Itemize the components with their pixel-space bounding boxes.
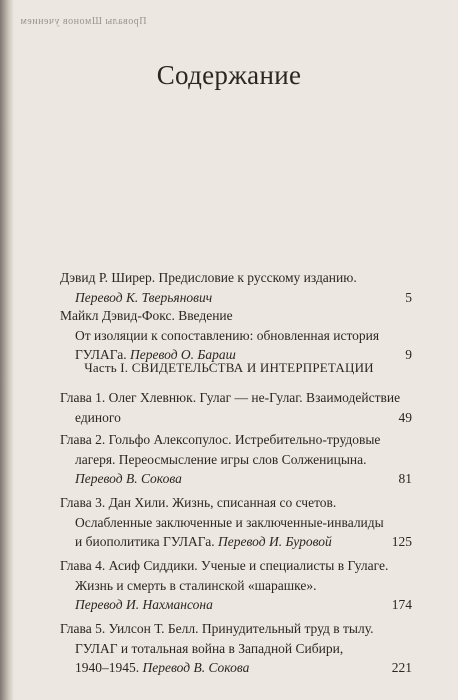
toc-entry[interactable] — [60, 493, 412, 552]
toc-entry-line: Ослабленные заключенные и заключенные-инвалиды — [75, 514, 384, 530]
toc-entry-translator: Перевод В. Сокова — [75, 471, 182, 486]
toc-entry-line: Глава 5. Уилсон Т. Белл. Принудительный труд в тылу. — [60, 621, 374, 636]
toc-entry-line: Глава 3. Дан Хили. Жизнь, списанная со счетов. — [60, 495, 337, 510]
toc-entry-line: Майкл Дэвид-Фокс. Введение — [60, 308, 233, 323]
toc-entry[interactable] — [60, 619, 412, 678]
toc-page-number: 49 — [398, 409, 412, 425]
toc-entry-line: и биополитика ГУЛАГа. — [75, 534, 219, 549]
toc-entry-line: От изоляции к сопоставлению: обновленная история — [75, 327, 380, 343]
toc-entry[interactable] — [60, 556, 412, 615]
toc-entry-line: Глава 4. Асиф Сиддики. Ученые и специалисты в Гулаге. — [60, 558, 389, 573]
toc-page-number: 81 — [398, 471, 412, 486]
toc-entry-line: ГУЛАГ и тотальная война в Западной Сибири, — [75, 640, 344, 656]
toc-page-number: 221 — [391, 660, 412, 675]
toc-entry-line: лагеря. Переосмысление игры слов Солженицына. — [75, 451, 367, 467]
toc-entry[interactable] — [60, 388, 412, 427]
page-gutter-shadow — [0, 0, 14, 700]
toc-entry[interactable] — [60, 268, 412, 307]
toc-page-number: 174 — [391, 597, 412, 612]
toc-page-number: 125 — [391, 534, 412, 549]
toc-page-number: 9 — [405, 347, 412, 362]
page-title: Содержание — [156, 60, 302, 90]
toc-entry-line: Жизнь и смерть в сталинской «шарашке». — [75, 577, 317, 593]
toc-page-number: 5 — [405, 289, 412, 305]
toc-entry-line: ГУЛАГа. — [75, 347, 130, 362]
toc-entry-translator: Перевод И. Нахмансона — [75, 597, 213, 612]
toc-entry-translator: Перевод О. Бараш — [129, 347, 236, 362]
toc-entry-line: Дэвид Р. Ширер. Предисловие к русскому изданию. — [60, 270, 357, 285]
part-heading: Часть I. СВИДЕТЕЛЬСТВА И ИНТЕРПРЕТАЦИИ — [84, 360, 374, 375]
toc-entry-line: 1940–1945. — [75, 660, 143, 675]
running-header: Провалы Шмонов учением — [20, 16, 147, 27]
toc-entry-line: Глава 2. Гольфо Алексопулос. Истребительно-трудовые — [60, 432, 381, 447]
toc-entry-translator: Перевод И. Буровой — [218, 534, 332, 549]
toc-entry-translator: Перевод К. Тверьянович — [75, 289, 213, 305]
toc-entry-line: Глава 1. Олег Хлевнюк. Гулаг — не-Гулаг. Взаимодействие — [60, 390, 401, 405]
toc-entry[interactable] — [60, 306, 412, 365]
toc-entry-line: единого — [75, 409, 121, 425]
toc-entry-translator: Перевод В. Сокова — [142, 660, 250, 675]
toc-entry[interactable] — [60, 430, 412, 489]
